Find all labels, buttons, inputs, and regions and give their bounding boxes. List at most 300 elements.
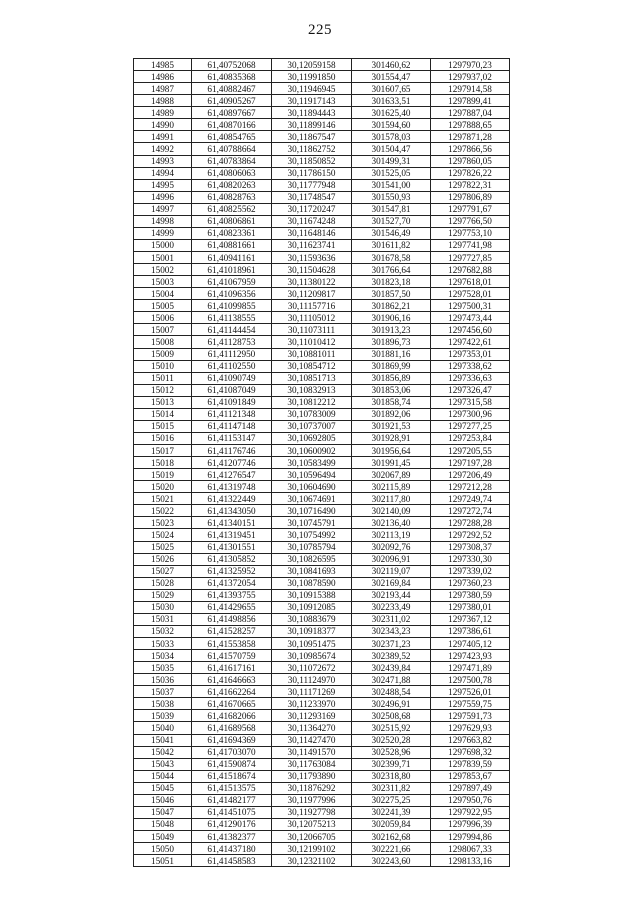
longitude-cell: 30,11991850 xyxy=(272,71,352,83)
y-coordinate-cell: 1297367,12 xyxy=(431,613,510,625)
point-number-cell: 14993 xyxy=(134,155,192,167)
longitude-cell: 30,10604690 xyxy=(272,481,352,493)
table-row xyxy=(134,831,510,843)
y-coordinate-cell: 1297559,75 xyxy=(431,698,510,710)
latitude-cell: 61,40828763 xyxy=(192,191,272,203)
longitude-cell: 30,11867547 xyxy=(272,131,352,143)
y-coordinate-cell: 1297853,67 xyxy=(431,770,510,782)
y-coordinate-cell: 1297897,49 xyxy=(431,782,510,794)
longitude-cell: 30,11946945 xyxy=(272,83,352,95)
x-coordinate-cell: 302311,82 xyxy=(352,782,431,794)
x-coordinate-cell: 302471,88 xyxy=(352,674,431,686)
longitude-cell: 30,11491570 xyxy=(272,746,352,758)
longitude-cell: 30,11233970 xyxy=(272,698,352,710)
longitude-cell: 30,11171269 xyxy=(272,686,352,698)
longitude-cell: 30,10878590 xyxy=(272,577,352,589)
table-row xyxy=(134,324,510,336)
latitude-cell: 61,41553858 xyxy=(192,638,272,650)
table-row xyxy=(134,481,510,493)
point-number-cell: 14985 xyxy=(134,59,192,71)
x-coordinate-cell: 301956,64 xyxy=(352,445,431,457)
latitude-cell: 61,41590874 xyxy=(192,758,272,770)
point-number-cell: 15032 xyxy=(134,625,192,637)
y-coordinate-cell: 1297456,60 xyxy=(431,324,510,336)
y-coordinate-cell: 1297806,89 xyxy=(431,191,510,203)
x-coordinate-cell: 301499,31 xyxy=(352,155,431,167)
longitude-cell: 30,11427470 xyxy=(272,734,352,746)
latitude-cell: 61,41018961 xyxy=(192,264,272,276)
latitude-cell: 61,41144454 xyxy=(192,324,272,336)
longitude-cell: 30,10918377 xyxy=(272,625,352,637)
longitude-cell: 30,10783009 xyxy=(272,408,352,420)
longitude-cell: 30,11010412 xyxy=(272,336,352,348)
longitude-cell: 30,11072672 xyxy=(272,662,352,674)
y-coordinate-cell: 1297914,58 xyxy=(431,83,510,95)
table-body xyxy=(134,59,510,867)
table-row xyxy=(134,239,510,251)
x-coordinate-cell: 302496,91 xyxy=(352,698,431,710)
longitude-cell: 30,11793890 xyxy=(272,770,352,782)
point-number-cell: 15042 xyxy=(134,746,192,758)
y-coordinate-cell: 1297950,76 xyxy=(431,794,510,806)
y-coordinate-cell: 1297888,65 xyxy=(431,119,510,131)
x-coordinate-cell: 301856,89 xyxy=(352,372,431,384)
latitude-cell: 61,41451075 xyxy=(192,806,272,818)
table-row xyxy=(134,420,510,432)
longitude-cell: 30,10583499 xyxy=(272,457,352,469)
latitude-cell: 61,40941161 xyxy=(192,252,272,264)
longitude-cell: 30,11593636 xyxy=(272,252,352,264)
longitude-cell: 30,11674248 xyxy=(272,215,352,227)
y-coordinate-cell: 1297380,59 xyxy=(431,589,510,601)
x-coordinate-cell: 302115,89 xyxy=(352,481,431,493)
latitude-cell: 61,41305852 xyxy=(192,553,272,565)
latitude-cell: 61,41617161 xyxy=(192,662,272,674)
table-row xyxy=(134,312,510,324)
latitude-cell: 61,41153147 xyxy=(192,432,272,444)
y-coordinate-cell: 1297205,55 xyxy=(431,445,510,457)
point-number-cell: 15049 xyxy=(134,831,192,843)
x-coordinate-cell: 302528,96 xyxy=(352,746,431,758)
table-row xyxy=(134,432,510,444)
latitude-cell: 61,41091849 xyxy=(192,396,272,408)
x-coordinate-cell: 302520,28 xyxy=(352,734,431,746)
longitude-cell: 30,11648146 xyxy=(272,227,352,239)
latitude-cell: 61,41290176 xyxy=(192,818,272,830)
point-number-cell: 14992 xyxy=(134,143,192,155)
x-coordinate-cell: 301921,53 xyxy=(352,420,431,432)
table-row xyxy=(134,360,510,372)
longitude-cell: 30,10883679 xyxy=(272,613,352,625)
point-number-cell: 14995 xyxy=(134,179,192,191)
point-number-cell: 15037 xyxy=(134,686,192,698)
latitude-cell: 61,41343050 xyxy=(192,505,272,517)
x-coordinate-cell: 302221,66 xyxy=(352,843,431,855)
y-coordinate-cell: 1297871,28 xyxy=(431,131,510,143)
point-number-cell: 15015 xyxy=(134,420,192,432)
table-row xyxy=(134,252,510,264)
table-row xyxy=(134,384,510,396)
x-coordinate-cell: 301578,03 xyxy=(352,131,431,143)
latitude-cell: 61,41102550 xyxy=(192,360,272,372)
y-coordinate-cell: 1297887,04 xyxy=(431,107,510,119)
y-coordinate-cell: 1297277,25 xyxy=(431,420,510,432)
table-row xyxy=(134,372,510,384)
x-coordinate-cell: 301853,06 xyxy=(352,384,431,396)
x-coordinate-cell: 302096,91 xyxy=(352,553,431,565)
x-coordinate-cell: 301525,05 xyxy=(352,167,431,179)
longitude-cell: 30,11380122 xyxy=(272,276,352,288)
y-coordinate-cell: 1297315,58 xyxy=(431,396,510,408)
point-number-cell: 14986 xyxy=(134,71,192,83)
table-row xyxy=(134,698,510,710)
table-row xyxy=(134,408,510,420)
latitude-cell: 61,41128753 xyxy=(192,336,272,348)
longitude-cell: 30,10881011 xyxy=(272,348,352,360)
y-coordinate-cell: 1297473,44 xyxy=(431,312,510,324)
table-row xyxy=(134,855,510,867)
y-coordinate-cell: 1297471,89 xyxy=(431,662,510,674)
point-number-cell: 14991 xyxy=(134,131,192,143)
y-coordinate-cell: 1297380,01 xyxy=(431,601,510,613)
y-coordinate-cell: 1297353,01 xyxy=(431,348,510,360)
table-row xyxy=(134,589,510,601)
point-number-cell: 14988 xyxy=(134,95,192,107)
x-coordinate-cell: 301906,16 xyxy=(352,312,431,324)
longitude-cell: 30,10600902 xyxy=(272,445,352,457)
x-coordinate-cell: 302311,02 xyxy=(352,613,431,625)
latitude-cell: 61,41067959 xyxy=(192,276,272,288)
table-row xyxy=(134,191,510,203)
table-row xyxy=(134,746,510,758)
latitude-cell: 61,40788664 xyxy=(192,143,272,155)
x-coordinate-cell: 302488,54 xyxy=(352,686,431,698)
longitude-cell: 30,11364270 xyxy=(272,722,352,734)
longitude-cell: 30,11209817 xyxy=(272,288,352,300)
latitude-cell: 61,41096356 xyxy=(192,288,272,300)
longitude-cell: 30,11124970 xyxy=(272,674,352,686)
longitude-cell: 30,10951475 xyxy=(272,638,352,650)
latitude-cell: 61,41498856 xyxy=(192,613,272,625)
x-coordinate-cell: 302275,25 xyxy=(352,794,431,806)
x-coordinate-cell: 301928,91 xyxy=(352,432,431,444)
latitude-cell: 61,41429655 xyxy=(192,601,272,613)
latitude-cell: 61,41703070 xyxy=(192,746,272,758)
y-coordinate-cell: 1297994,86 xyxy=(431,831,510,843)
y-coordinate-cell: 1297206,49 xyxy=(431,469,510,481)
x-coordinate-cell: 302162,68 xyxy=(352,831,431,843)
longitude-cell: 30,11899146 xyxy=(272,119,352,131)
table-row xyxy=(134,155,510,167)
x-coordinate-cell: 301541,00 xyxy=(352,179,431,191)
longitude-cell: 30,11862752 xyxy=(272,143,352,155)
longitude-cell: 30,10841693 xyxy=(272,565,352,577)
point-number-cell: 15003 xyxy=(134,276,192,288)
x-coordinate-cell: 301504,47 xyxy=(352,143,431,155)
point-number-cell: 15025 xyxy=(134,541,192,553)
table-row xyxy=(134,806,510,818)
point-number-cell: 14997 xyxy=(134,203,192,215)
table-row xyxy=(134,818,510,830)
point-number-cell: 15027 xyxy=(134,565,192,577)
longitude-cell: 30,10716490 xyxy=(272,505,352,517)
point-number-cell: 15035 xyxy=(134,662,192,674)
point-number-cell: 14990 xyxy=(134,119,192,131)
latitude-cell: 61,40854765 xyxy=(192,131,272,143)
x-coordinate-cell: 301460,62 xyxy=(352,59,431,71)
point-number-cell: 15047 xyxy=(134,806,192,818)
longitude-cell: 30,11720247 xyxy=(272,203,352,215)
x-coordinate-cell: 302059,84 xyxy=(352,818,431,830)
point-number-cell: 15031 xyxy=(134,613,192,625)
longitude-cell: 30,10674691 xyxy=(272,493,352,505)
y-coordinate-cell: 1297839,59 xyxy=(431,758,510,770)
longitude-cell: 30,11977996 xyxy=(272,794,352,806)
longitude-cell: 30,11073111 xyxy=(272,324,352,336)
latitude-cell: 61,41319451 xyxy=(192,529,272,541)
latitude-cell: 61,41121348 xyxy=(192,408,272,420)
table-row xyxy=(134,336,510,348)
x-coordinate-cell: 302439,84 xyxy=(352,662,431,674)
latitude-cell: 61,41682066 xyxy=(192,710,272,722)
table-row xyxy=(134,493,510,505)
latitude-cell: 61,41322449 xyxy=(192,493,272,505)
table-row xyxy=(134,227,510,239)
point-number-cell: 15000 xyxy=(134,239,192,251)
longitude-cell: 30,11763084 xyxy=(272,758,352,770)
latitude-cell: 61,41090749 xyxy=(192,372,272,384)
y-coordinate-cell: 1297753,10 xyxy=(431,227,510,239)
table-row xyxy=(134,179,510,191)
y-coordinate-cell: 1297405,12 xyxy=(431,638,510,650)
x-coordinate-cell: 301913,23 xyxy=(352,324,431,336)
latitude-cell: 61,40825562 xyxy=(192,203,272,215)
table-row xyxy=(134,288,510,300)
table-row xyxy=(134,143,510,155)
latitude-cell: 61,41099855 xyxy=(192,300,272,312)
x-coordinate-cell: 301546,49 xyxy=(352,227,431,239)
longitude-cell: 30,10692805 xyxy=(272,432,352,444)
point-number-cell: 15016 xyxy=(134,432,192,444)
latitude-cell: 61,40820263 xyxy=(192,179,272,191)
longitude-cell: 30,10826595 xyxy=(272,553,352,565)
longitude-cell: 30,11623741 xyxy=(272,239,352,251)
table-row xyxy=(134,300,510,312)
table-row xyxy=(134,83,510,95)
y-coordinate-cell: 1297528,01 xyxy=(431,288,510,300)
table-row xyxy=(134,686,510,698)
x-coordinate-cell: 301869,99 xyxy=(352,360,431,372)
longitude-cell: 30,10832913 xyxy=(272,384,352,396)
longitude-cell: 30,10851713 xyxy=(272,372,352,384)
latitude-cell: 61,41437180 xyxy=(192,843,272,855)
y-coordinate-cell: 1297741,98 xyxy=(431,239,510,251)
latitude-cell: 61,40835368 xyxy=(192,71,272,83)
x-coordinate-cell: 302343,23 xyxy=(352,625,431,637)
point-number-cell: 15050 xyxy=(134,843,192,855)
x-coordinate-cell: 301862,21 xyxy=(352,300,431,312)
point-number-cell: 15017 xyxy=(134,445,192,457)
longitude-cell: 30,11850852 xyxy=(272,155,352,167)
x-coordinate-cell: 302117,80 xyxy=(352,493,431,505)
table-row xyxy=(134,577,510,589)
x-coordinate-cell: 302233,49 xyxy=(352,601,431,613)
table-row xyxy=(134,167,510,179)
x-coordinate-cell: 302515,92 xyxy=(352,722,431,734)
table-row xyxy=(134,541,510,553)
x-coordinate-cell: 302140,09 xyxy=(352,505,431,517)
y-coordinate-cell: 1297300,96 xyxy=(431,408,510,420)
point-number-cell: 15023 xyxy=(134,517,192,529)
longitude-cell: 30,10912085 xyxy=(272,601,352,613)
table-row xyxy=(134,107,510,119)
y-coordinate-cell: 1297360,23 xyxy=(431,577,510,589)
point-number-cell: 15012 xyxy=(134,384,192,396)
table-row xyxy=(134,794,510,806)
y-coordinate-cell: 1297336,63 xyxy=(431,372,510,384)
latitude-cell: 61,41087049 xyxy=(192,384,272,396)
point-number-cell: 15045 xyxy=(134,782,192,794)
table-row xyxy=(134,203,510,215)
table-row xyxy=(134,276,510,288)
y-coordinate-cell: 1297727,85 xyxy=(431,252,510,264)
y-coordinate-cell: 1297791,67 xyxy=(431,203,510,215)
latitude-cell: 61,41662264 xyxy=(192,686,272,698)
page-number: 225 xyxy=(308,22,332,38)
longitude-cell: 30,11777948 xyxy=(272,179,352,191)
y-coordinate-cell: 1297500,31 xyxy=(431,300,510,312)
latitude-cell: 61,40897667 xyxy=(192,107,272,119)
x-coordinate-cell: 301527,70 xyxy=(352,215,431,227)
point-number-cell: 14996 xyxy=(134,191,192,203)
point-number-cell: 15029 xyxy=(134,589,192,601)
x-coordinate-cell: 302399,71 xyxy=(352,758,431,770)
point-number-cell: 15002 xyxy=(134,264,192,276)
y-coordinate-cell: 1297970,23 xyxy=(431,59,510,71)
x-coordinate-cell: 301554,47 xyxy=(352,71,431,83)
table-row xyxy=(134,625,510,637)
y-coordinate-cell: 1297618,01 xyxy=(431,276,510,288)
table-row xyxy=(134,770,510,782)
point-number-cell: 15010 xyxy=(134,360,192,372)
point-number-cell: 15034 xyxy=(134,650,192,662)
y-coordinate-cell: 1297292,52 xyxy=(431,529,510,541)
longitude-cell: 30,11927798 xyxy=(272,806,352,818)
point-number-cell: 14999 xyxy=(134,227,192,239)
point-number-cell: 15001 xyxy=(134,252,192,264)
y-coordinate-cell: 1297272,74 xyxy=(431,505,510,517)
latitude-cell: 61,40881661 xyxy=(192,239,272,251)
point-number-cell: 14989 xyxy=(134,107,192,119)
latitude-cell: 61,41570759 xyxy=(192,650,272,662)
longitude-cell: 30,10737007 xyxy=(272,420,352,432)
latitude-cell: 61,41393755 xyxy=(192,589,272,601)
table-row xyxy=(134,59,510,71)
x-coordinate-cell: 301607,65 xyxy=(352,83,431,95)
longitude-cell: 30,12321102 xyxy=(272,855,352,867)
y-coordinate-cell: 1297629,93 xyxy=(431,722,510,734)
x-coordinate-cell: 302067,89 xyxy=(352,469,431,481)
y-coordinate-cell: 1297822,31 xyxy=(431,179,510,191)
longitude-cell: 30,11157716 xyxy=(272,300,352,312)
latitude-cell: 61,41301551 xyxy=(192,541,272,553)
latitude-cell: 61,41207746 xyxy=(192,457,272,469)
point-number-cell: 15039 xyxy=(134,710,192,722)
x-coordinate-cell: 301991,45 xyxy=(352,457,431,469)
point-number-cell: 14987 xyxy=(134,83,192,95)
x-coordinate-cell: 301594,60 xyxy=(352,119,431,131)
point-number-cell: 15009 xyxy=(134,348,192,360)
x-coordinate-cell: 302241,39 xyxy=(352,806,431,818)
point-number-cell: 15022 xyxy=(134,505,192,517)
latitude-cell: 61,40882467 xyxy=(192,83,272,95)
y-coordinate-cell: 1297500,78 xyxy=(431,674,510,686)
table-row xyxy=(134,517,510,529)
x-coordinate-cell: 301857,50 xyxy=(352,288,431,300)
y-coordinate-cell: 1297937,02 xyxy=(431,71,510,83)
point-number-cell: 15021 xyxy=(134,493,192,505)
x-coordinate-cell: 301611,82 xyxy=(352,239,431,251)
y-coordinate-cell: 1297197,28 xyxy=(431,457,510,469)
longitude-cell: 30,10745791 xyxy=(272,517,352,529)
longitude-cell: 30,10785794 xyxy=(272,541,352,553)
x-coordinate-cell: 301881,16 xyxy=(352,348,431,360)
table-row xyxy=(134,843,510,855)
table-row xyxy=(134,758,510,770)
longitude-cell: 30,11786150 xyxy=(272,167,352,179)
x-coordinate-cell: 302508,68 xyxy=(352,710,431,722)
latitude-cell: 61,40783864 xyxy=(192,155,272,167)
x-coordinate-cell: 302169,84 xyxy=(352,577,431,589)
longitude-cell: 30,11876292 xyxy=(272,782,352,794)
y-coordinate-cell: 1297766,50 xyxy=(431,215,510,227)
table-row xyxy=(134,505,510,517)
y-coordinate-cell: 1297253,84 xyxy=(431,432,510,444)
point-number-cell: 15036 xyxy=(134,674,192,686)
y-coordinate-cell: 1297663,82 xyxy=(431,734,510,746)
table-row xyxy=(134,529,510,541)
latitude-cell: 61,41670665 xyxy=(192,698,272,710)
table-row xyxy=(134,215,510,227)
table-row xyxy=(134,734,510,746)
x-coordinate-cell: 302113,19 xyxy=(352,529,431,541)
latitude-cell: 61,40823361 xyxy=(192,227,272,239)
y-coordinate-cell: 1297330,30 xyxy=(431,553,510,565)
point-number-cell: 15004 xyxy=(134,288,192,300)
x-coordinate-cell: 301896,73 xyxy=(352,336,431,348)
longitude-cell: 30,10754992 xyxy=(272,529,352,541)
latitude-cell: 61,40870166 xyxy=(192,119,272,131)
table-row xyxy=(134,396,510,408)
x-coordinate-cell: 302136,40 xyxy=(352,517,431,529)
x-coordinate-cell: 302119,07 xyxy=(352,565,431,577)
x-coordinate-cell: 301892,06 xyxy=(352,408,431,420)
longitude-cell: 30,10596494 xyxy=(272,469,352,481)
y-coordinate-cell: 1297422,61 xyxy=(431,336,510,348)
longitude-cell: 30,12199102 xyxy=(272,843,352,855)
table-row xyxy=(134,650,510,662)
y-coordinate-cell: 1297899,41 xyxy=(431,95,510,107)
point-number-cell: 15041 xyxy=(134,734,192,746)
point-number-cell: 14994 xyxy=(134,167,192,179)
point-number-cell: 15040 xyxy=(134,722,192,734)
point-number-cell: 15020 xyxy=(134,481,192,493)
latitude-cell: 61,41176746 xyxy=(192,445,272,457)
point-number-cell: 15006 xyxy=(134,312,192,324)
latitude-cell: 61,41276547 xyxy=(192,469,272,481)
table-row xyxy=(134,638,510,650)
table-row xyxy=(134,119,510,131)
